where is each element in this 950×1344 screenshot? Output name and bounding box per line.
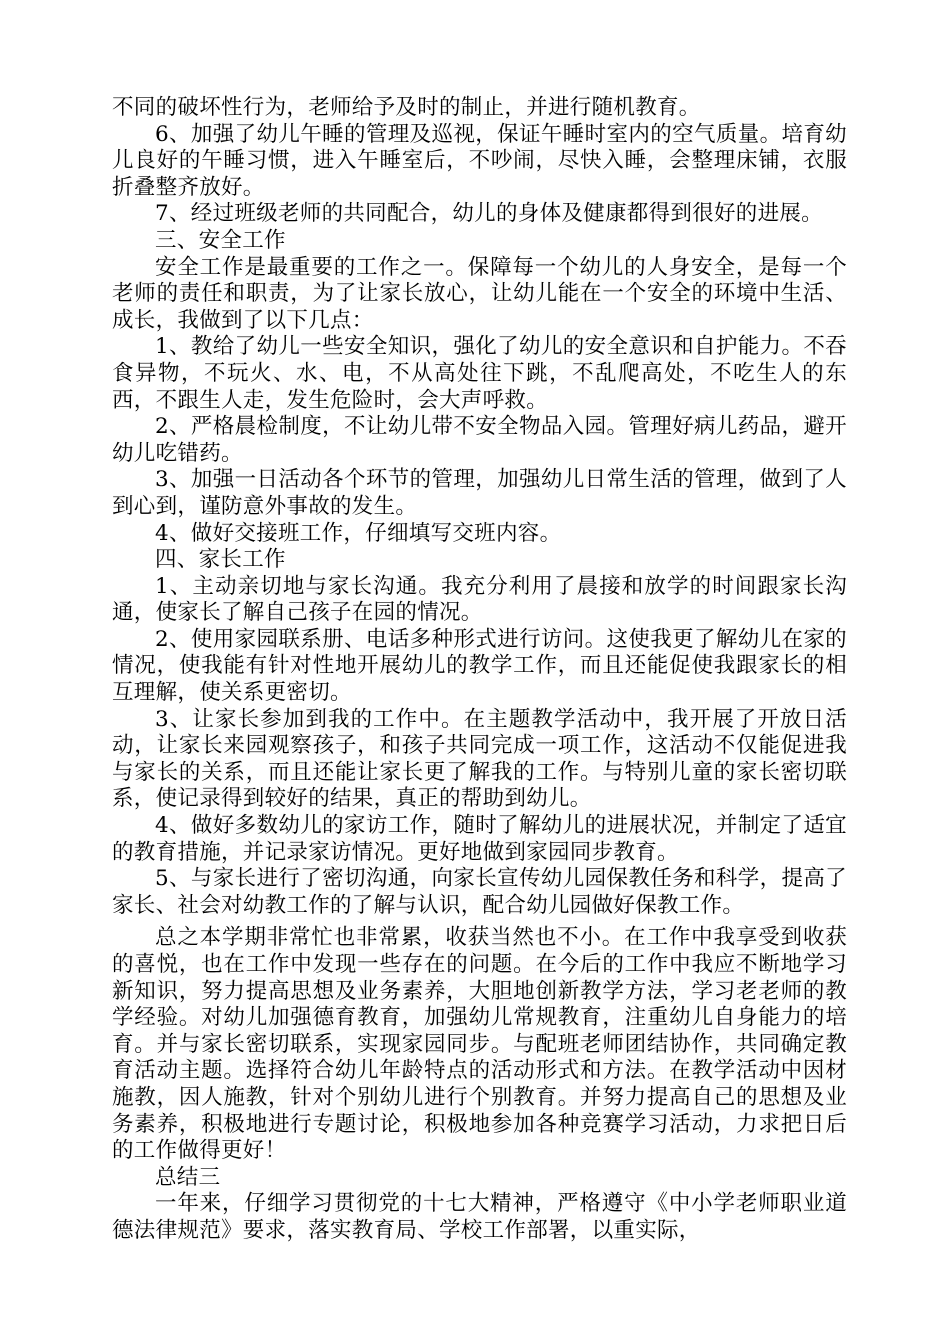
paragraph: 安全工作是最重要的工作之一。保障每一个幼儿的人身安全，是每一个老师的责任和职责，为了让家长放心，让幼儿能在一个安全的环境中生活、成长，我做到了以下几点：: [112, 254, 847, 333]
paragraph: 5、与家长进行了密切沟通，向家长宣传幼儿园保教任务和科学，提高了家长、社会对幼教工作的了解与认识，配合幼儿园做好保教工作。: [112, 866, 847, 918]
paragraph: 7、经过班级老师的共同配合，幼儿的身体及健康都得到很好的进展。: [155, 201, 823, 227]
paragraph: 2、严格晨检制度，不让幼儿带不安全物品入园。管理好病儿药品，避开幼儿吃错药。: [112, 414, 847, 466]
document-page: [112, 95, 847, 1245]
paragraph: 1、教给了幼儿一些安全知识，强化了幼儿的安全意识和自护能力。不吞食异物，不玩火、水、电，不从高处往下跳，不乱爬高处，不吃生人的东西，不跟生人走，发生危险时，会大声呼救。: [112, 334, 847, 413]
paragraph: 一年来，仔细学习贯彻党的十七大精神，严格遵守《中小学老师职业道德法律规范》要求，落实教育局、学校工作部署，以重实际，: [112, 1191, 847, 1243]
paragraph: 1、主动亲切地与家长沟通。我充分利用了晨接和放学的时间跟家长沟通，使家长了解自己孩子在园的情况。: [112, 573, 847, 626]
summary-paragraph: 总之本学期非常忙也非常累，收获当然也不小。在工作中我享受到收获的喜悦，也在工作中发现一些存在的问题。在今后的工作中我应不断地学习新知识，努力提高思想及业务素养，大胆地创新教学方法，学习老老师的教学经验。对幼儿加强德育教育，加强幼儿常规教育，注重幼儿自身能力的培育。并与家长密切联系，实现家园同步。与配班老师团结协作，共同确定教育活动主题。选择符合幼儿年龄特点的活动形式和方法。在教学活动中因材施教，因人施教，针对个别幼儿进行个别教育。并努力提高自己的思想及业务素养，积极地进行专题讨论，积极地参加各种竞赛学习活动，力求把日后的工作做得更好！: [112, 925, 847, 1164]
paragraph: 3、让家长参加到我的工作中。在主题教学活动中，我开展了开放日活动，让家长来园观察孩子，和孩子共同完成一项工作，这活动不仅能促进我与家长的关系，而且还能让家长更了解我的工作。与特别儿童的家长密切联系，使记录得到较好的结果，真正的帮助到幼儿。: [112, 706, 847, 812]
paragraph: 2、使用家园联系册、电话多种形式进行访问。这使我更了解幼儿在家的情况，使我能有针对性地开展幼儿的教学工作，而且还能促使我跟家长的相互理解，使关系更密切。: [112, 626, 847, 706]
section-heading: 总结三: [155, 1164, 221, 1190]
paragraph: 4、做好交接班工作，仔细填写交班内容。: [155, 520, 562, 546]
paragraph: 不同的破坏性行为，老师给予及时的制止，并进行随机教育。: [112, 95, 701, 120]
paragraph: 4、做好多数幼儿的家访工作，随时了解幼儿的进展状况，并制定了适宜的教育措施，并记录家访情况。更好地做到家园同步教育。: [112, 813, 847, 865]
section-heading: 三、安全工作: [155, 227, 286, 253]
paragraph: 3、加强一日活动各个环节的管理，加强幼儿日常生活的管理，做到了人到心到，谨防意外事故的发生。: [112, 467, 847, 519]
paragraph: 6、加强了幼儿午睡的管理及巡视，保证午睡时室内的空气质量。培育幼儿良好的午睡习惯，进入午睡室后，不吵闹，尽快入睡，会整理床铺，衣服折叠整齐放好。: [112, 121, 847, 200]
section-heading: 四、家长工作: [155, 547, 286, 573]
